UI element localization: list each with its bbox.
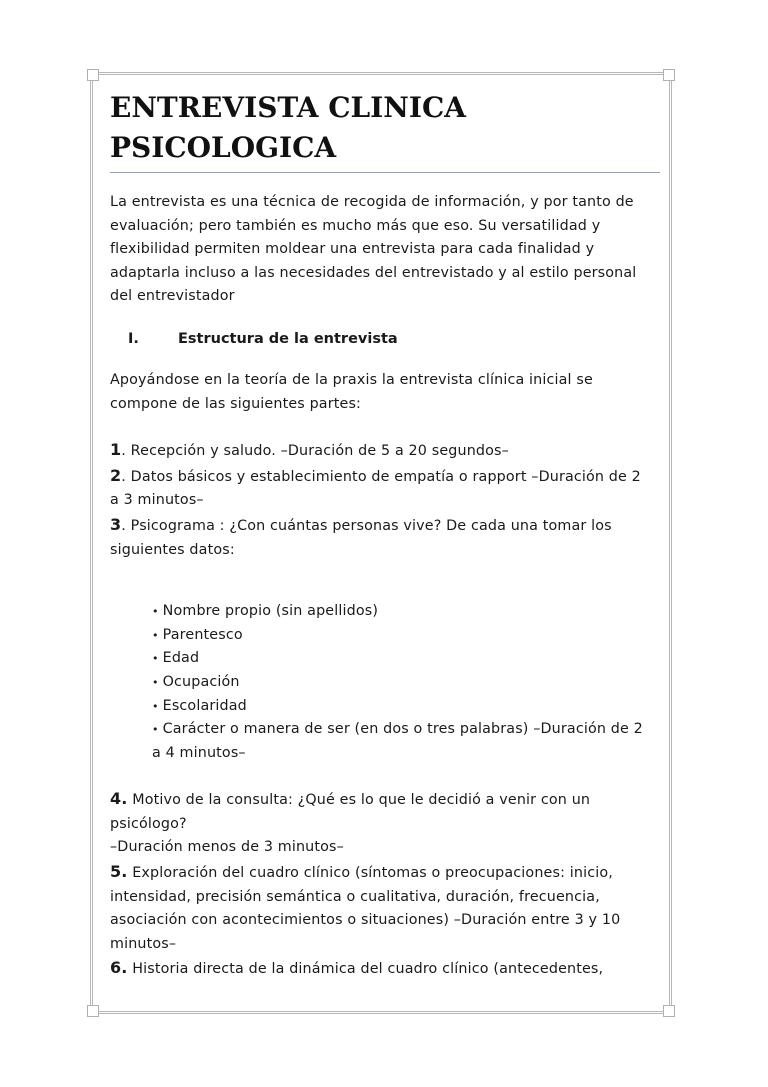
text-line: flexibilidad permiten moldear una entrevista para cada finalidad y (110, 241, 595, 258)
text-line: evaluación; pero también es mucho más que eso. Su versatilidad y (110, 217, 601, 234)
intro-paragraph (110, 191, 660, 309)
bullet-icon: • (152, 699, 159, 713)
border-corner (87, 69, 99, 81)
step-text: minutos– (110, 935, 177, 952)
step-number: 3 (110, 514, 122, 534)
bullet-text: Ocupación (162, 673, 240, 690)
text-line: del entrevistador (110, 288, 235, 305)
list-item (152, 647, 660, 671)
border-corner (87, 1005, 99, 1017)
structure-intro (110, 369, 660, 416)
border-corner (663, 69, 675, 81)
step-text: Exploración del cuadro clínico (síntomas o preocupaciones: inicio, (127, 865, 613, 882)
text-line: compone de las siguientes partes: (110, 395, 362, 412)
section-number: I. (128, 330, 139, 347)
step-text: . Recepción y saludo. –Duración de 5 a 20 segundos– (121, 443, 509, 460)
bullet-text: a 4 minutos– (152, 744, 246, 761)
step-number: 5. (110, 862, 128, 882)
step-item (110, 438, 660, 464)
step-text: . Datos básicos y establecimiento de empatía o rapport –Duración de 2 (121, 468, 641, 485)
step-number: 2 (110, 465, 122, 485)
step-number: 1 (110, 440, 122, 460)
section-heading (110, 331, 660, 355)
text-line: Apoyándose en la teoría de la praxis la entrevista clínica inicial se (110, 371, 593, 388)
list-item (152, 600, 660, 624)
bullet-icon: • (152, 628, 159, 642)
bullet-icon: • (152, 723, 159, 737)
step-item (110, 464, 660, 490)
section-title: Estructura de la entrevista (178, 330, 398, 347)
step-text: Historia directa de la dinámica del cuadro clínico (antecedentes, (127, 961, 604, 978)
step-item (110, 860, 660, 886)
steps-list-a (110, 438, 660, 562)
list-item (152, 624, 660, 648)
bullet-text: Edad (162, 650, 200, 667)
bullet-icon: • (152, 652, 159, 666)
title-line: ENTREVISTA CLINICA (110, 91, 466, 124)
step-item (110, 787, 660, 813)
step-text: a 3 minutos– (110, 492, 204, 509)
list-item (152, 718, 660, 742)
bullet-text: Parentesco (162, 626, 243, 643)
title-line: PSICOLOGICA (110, 131, 337, 164)
step-text: . Psicograma : ¿Con cuántas personas vive? De cada una tomar los (121, 517, 612, 534)
step-item (110, 513, 660, 539)
document-body (110, 88, 660, 982)
bullet-icon: • (152, 675, 159, 689)
step-text: intensidad, precisión semántica o cualitativa, duración, frecuencia, (110, 888, 600, 905)
step-text: psicólogo? (110, 815, 187, 832)
step-item (110, 956, 660, 982)
bullet-text: Nombre propio (sin apellidos) (162, 603, 379, 620)
step-number: 6. (110, 958, 128, 978)
step-text: asociación con acontecimientos o situaciones) –Duración entre 3 y 10 (110, 912, 621, 929)
steps-list-b (110, 787, 660, 982)
bullet-text: Carácter o manera de ser (en dos o tres palabras) –Duración de 2 (162, 721, 643, 738)
list-item (152, 695, 660, 719)
step-text: –Duración menos de 3 minutos– (110, 839, 344, 856)
text-line: adaptarla incluso a las necesidades del entrevistado y al estilo personal (110, 264, 637, 281)
bullet-icon: • (152, 605, 159, 619)
bullet-list (152, 600, 660, 765)
step-text: Motivo de la consulta: ¿Qué es lo que le decidió a venir con un (127, 792, 591, 809)
step-text: siguientes datos: (110, 541, 235, 558)
document-title (110, 88, 660, 173)
bullet-text: Escolaridad (162, 697, 247, 714)
step-number: 4. (110, 789, 128, 809)
text-line: La entrevista es una técnica de recogida de información, y por tanto de (110, 194, 634, 210)
border-corner (663, 1005, 675, 1017)
list-item (152, 671, 660, 695)
